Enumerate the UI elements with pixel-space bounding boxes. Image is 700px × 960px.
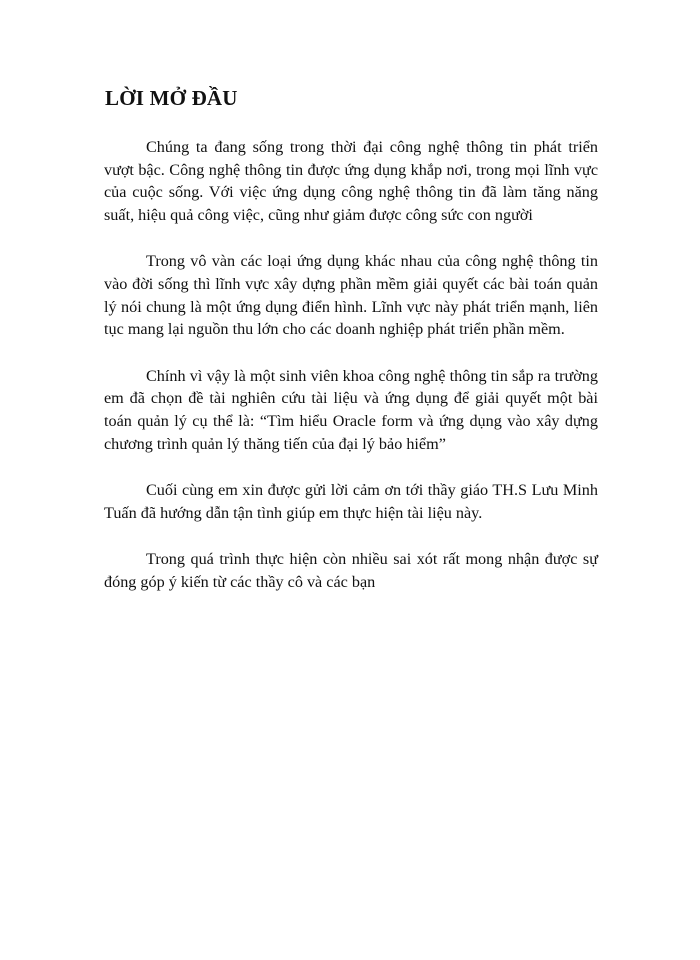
page-title: LỜI MỞ ĐẦU bbox=[105, 86, 238, 110]
document-body bbox=[104, 136, 598, 618]
paragraph-3: Chính vì vậy là một sinh viên khoa công nghệ thông tin sắp ra trường em đã chọn đề tài nghiên cứu tài liệu và ứng dụng để giải quyết một bài toán quản lý cụ thể là: “Tìm hiểu Oracle form và ứng dụng vào xây dựng chương trình quản lý thăng tiến của đại lý bảo hiểm” bbox=[104, 366, 598, 453]
paragraph-2: Trong vô vàn các loại ứng dụng khác nhau của công nghệ thông tin vào đời sống thì lĩnh vực xây dựng phần mềm giải quyết các bài toán quản lý nói chung là một ứng dụng điển hình. Lĩnh vực này phát triển mạnh, liên tục mang lại nguồn thu lớn cho các doanh nghiệp phát triển phần mềm. bbox=[104, 252, 598, 339]
paragraph-5: Trong quá trình thực hiện còn nhiều sai xót rất mong nhận được sự đóng góp ý kiến từ các thầy cô và các bạn bbox=[104, 550, 598, 591]
paragraph-4: Cuối cùng em xin được gửi lời cảm ơn tới thầy giáo TH.S Lưu Minh Tuấn đã hướng dẫn tận tình giúp em thực hiện tài liệu này. bbox=[104, 481, 598, 522]
paragraph-1: Chúng ta đang sống trong thời đại công nghệ thông tin phát triển vượt bậc. Công nghệ thông tin được ứng dụng khắp nơi, trong mọi lĩnh vực của cuộc sống. Với việc ứng dụng công nghệ thông tin đã làm tăng năng suất, hiệu quả công việc, cũng như giảm được công sức con người bbox=[104, 138, 598, 224]
